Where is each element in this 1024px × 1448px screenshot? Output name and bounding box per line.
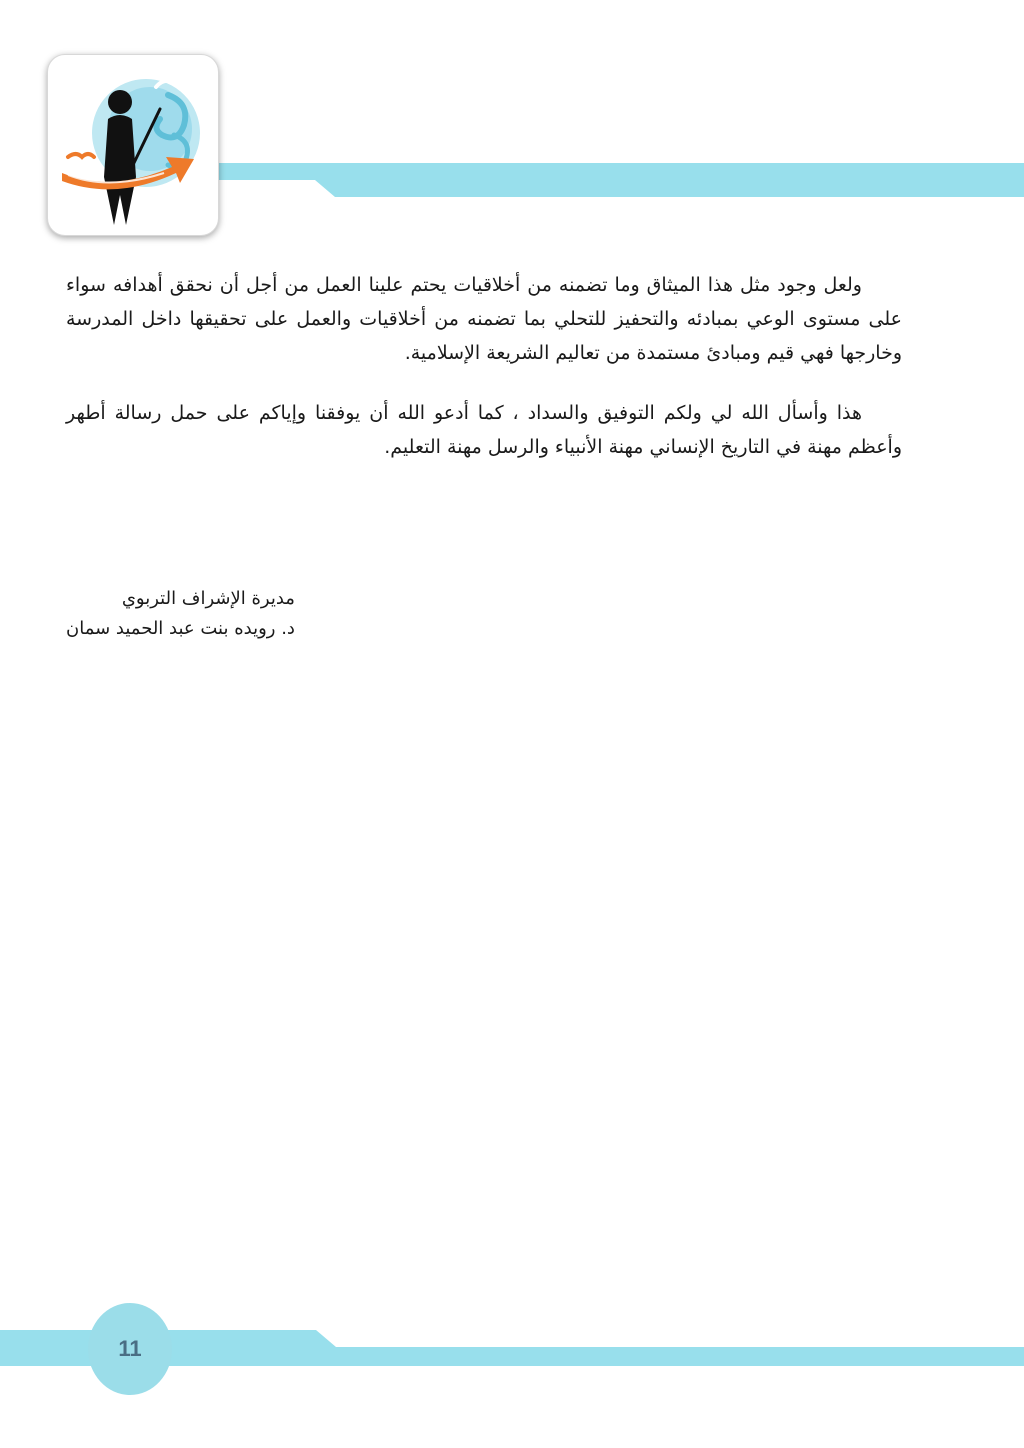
signature-name: د. رويده بنت عبد الحميد سمان bbox=[66, 618, 295, 639]
teacher-ethics-logo-icon bbox=[48, 55, 218, 235]
signature-title: مديرة الإشراف التربوي bbox=[121, 588, 295, 609]
header-band bbox=[215, 163, 1024, 197]
page-number: 11 bbox=[118, 1336, 142, 1361]
page-number-badge bbox=[88, 1303, 172, 1395]
logo-card bbox=[47, 54, 219, 236]
paragraph-1: ولعل وجود مثل هذا الميثاق وما تضمنه من أخلاقيات يحتم علينا العمل من أجل أن نحقق أهدافه سواء على مستوى الوعي بمبادئه والتحفيز للتحلي بما تضمنه من أخلاقيات والعمل على تحقيقها داخل المدرسة وخارجها فهي قيم ومبادئ مستمدة من تعاليم الشريعة الإسلامية. bbox=[66, 274, 902, 364]
signature-block bbox=[66, 584, 295, 644]
paragraph-2: هذا وأسأل الله لي ولكم التوفيق والسداد ، كما أدعو الله أن يوفقنا وإياكم على حمل رسالة أطهر وأعظم مهنة في التاريخ الإنساني مهنة الأنبياء والرسل مهنة التعليم. bbox=[66, 402, 902, 458]
letter-body bbox=[66, 268, 902, 490]
